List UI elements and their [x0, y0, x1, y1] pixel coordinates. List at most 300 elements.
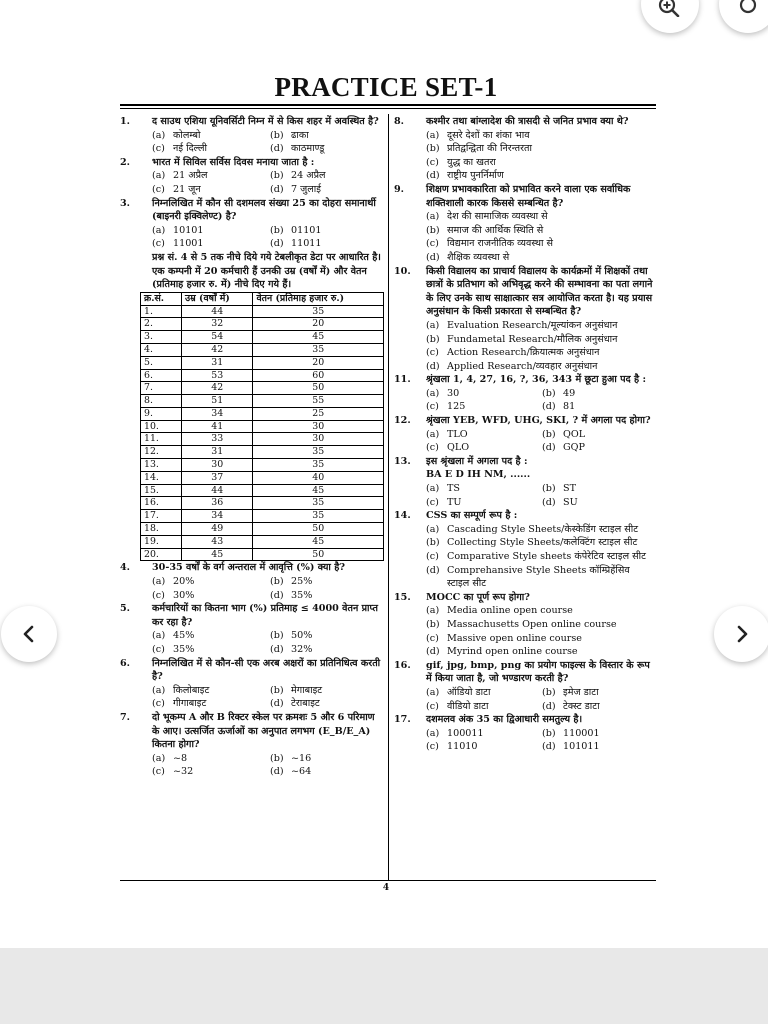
question-text: श्रृंखला 1, 4, 27, 16, ?, 36, 343 में छूटा हुआ पद है : — [426, 374, 647, 386]
option-text: 20% — [173, 576, 195, 588]
option — [426, 333, 654, 347]
option — [152, 142, 266, 156]
question-number: 5. — [120, 603, 131, 615]
question-block — [120, 156, 384, 197]
question-text: निम्नलिखित में से कौन-सी एक अरब अक्षरों का प्रतिनिधित्व करती है? — [152, 657, 381, 683]
option-text: 32% — [291, 644, 313, 656]
options — [394, 727, 654, 754]
option — [270, 629, 384, 643]
question-block — [394, 455, 654, 509]
table-cell: 31 — [182, 446, 253, 459]
toolbar-button[interactable] — [719, 0, 768, 33]
option-letter: (c) — [426, 632, 439, 644]
question-text: 30-35 वर्षों के वर्ग अन्तराल में आवृत्ति (%) क्या है? — [152, 562, 345, 574]
option-letter: (c) — [426, 551, 439, 562]
option — [270, 183, 384, 197]
option-text: Evaluation Research/मूल्यांकन अनुसंधान — [447, 319, 618, 331]
option-letter: (a) — [152, 129, 166, 141]
table-cell: 9. — [141, 407, 182, 420]
table-cell: 12. — [141, 446, 182, 459]
option-text: गीगाबाइट — [173, 698, 207, 710]
left-column — [120, 115, 384, 779]
table-cell: 20. — [141, 548, 182, 561]
option-text: TLO — [447, 428, 468, 440]
option-letter: (a) — [426, 483, 440, 495]
option — [542, 700, 654, 714]
question-number: 6. — [120, 657, 131, 669]
option-letter: (c) — [426, 700, 439, 712]
option-text: कोलम्बो — [173, 129, 201, 141]
option-text: दूसरे देशों का शंका भाव — [447, 129, 530, 141]
option-letter: (b) — [426, 537, 440, 549]
option-letter: (b) — [270, 129, 284, 141]
circle-icon — [736, 0, 760, 16]
option-text: 24 अप्रैल — [291, 170, 326, 182]
option-letter: (a) — [426, 387, 440, 399]
options — [394, 482, 654, 509]
option-letter: (d) — [426, 251, 440, 263]
option-text: किलोबाइट — [173, 684, 210, 696]
option — [426, 618, 654, 632]
table-cell: 25 — [253, 407, 384, 420]
table-cell: 33 — [182, 433, 253, 446]
option — [152, 237, 266, 251]
page-number: 4 — [382, 883, 390, 893]
table-cell: 50 — [253, 382, 384, 395]
option — [426, 156, 654, 170]
option — [542, 441, 654, 455]
option-text: QOL — [563, 428, 586, 440]
option-letter: (d) — [270, 644, 284, 656]
option-text: विद्यमान राजनीतिक व्यवस्था से — [447, 238, 554, 250]
option — [426, 536, 654, 550]
table-row — [141, 369, 384, 382]
option-text: ~64 — [291, 766, 312, 778]
table-row — [141, 305, 384, 318]
table-cell: 18. — [141, 523, 182, 536]
table-cell: 20 — [253, 356, 384, 369]
table-row — [141, 459, 384, 472]
table-cell: 6. — [141, 369, 182, 382]
question-block — [120, 602, 384, 656]
table-cell: 45 — [253, 535, 384, 548]
table-cell: 41 — [182, 420, 253, 433]
option — [426, 142, 654, 156]
option — [270, 765, 384, 779]
option-text: इमेज डाटा — [563, 686, 599, 698]
option-text: मेगाबाइट — [291, 684, 323, 696]
option-letter: (a) — [152, 630, 166, 642]
option-text: Media online open course — [447, 605, 573, 617]
table-cell: 35 — [253, 305, 384, 318]
table-cell: 3. — [141, 331, 182, 344]
zoom-in-button[interactable] — [641, 0, 699, 33]
table-row — [141, 356, 384, 369]
table-cell: 7. — [141, 382, 182, 395]
table-cell: 49 — [182, 523, 253, 536]
table-cell: 44 — [182, 484, 253, 497]
option-text: नई दिल्ली — [173, 143, 207, 155]
option-text: QLO — [447, 442, 470, 454]
question-number: 2. — [120, 156, 131, 168]
option-letter: (d) — [270, 183, 284, 195]
option-letter: (b) — [542, 483, 556, 495]
table-cell: 35 — [253, 510, 384, 523]
option-text: 30% — [173, 589, 195, 601]
table-header-cell: उम्र (वर्षों में) — [182, 292, 253, 305]
option-letter: (d) — [270, 589, 284, 601]
option-text: ~8 — [173, 752, 188, 764]
table-row — [141, 535, 384, 548]
option — [152, 643, 266, 657]
option-letter: (c) — [426, 156, 439, 168]
option-text: SU — [563, 496, 578, 508]
table-cell: 1. — [141, 305, 182, 318]
question-number: 17. — [394, 714, 411, 726]
option-letter: (c) — [152, 238, 165, 250]
question-block — [394, 115, 654, 183]
option-text: Fundametal Research/मौलिक अनुसंधान — [447, 333, 618, 345]
option-text: टेक्स्ट डाटा — [563, 700, 600, 712]
option — [426, 360, 654, 374]
option-text: टेराबाइट — [291, 698, 320, 710]
option — [426, 387, 538, 401]
table-cell: 20 — [253, 318, 384, 331]
table-header-cell: क्र.सं. — [141, 292, 182, 305]
table-cell: 4. — [141, 343, 182, 356]
question-number: 13. — [394, 455, 411, 467]
option — [542, 482, 654, 496]
table-cell: 13. — [141, 459, 182, 472]
table-cell: 43 — [182, 535, 253, 548]
option — [152, 684, 266, 698]
table-cell: 14. — [141, 471, 182, 484]
option-text: 11010 — [447, 741, 478, 753]
options — [394, 387, 654, 414]
table-row — [141, 407, 384, 420]
options — [394, 210, 654, 264]
table-cell: 35 — [253, 446, 384, 459]
employee-data-table — [140, 292, 384, 562]
question — [120, 197, 384, 224]
question-number: 16. — [394, 659, 411, 671]
option — [270, 169, 384, 183]
table-cell: 11. — [141, 433, 182, 446]
option — [426, 346, 654, 360]
table-cell: 34 — [182, 510, 253, 523]
options — [120, 224, 384, 251]
option — [426, 523, 654, 537]
question — [394, 265, 654, 319]
question — [394, 713, 654, 727]
table-cell: 36 — [182, 497, 253, 510]
table-cell: 55 — [253, 395, 384, 408]
question-number: 9. — [394, 183, 405, 195]
question-number: 12. — [394, 415, 411, 427]
option — [152, 589, 266, 603]
option-text: 30 — [447, 387, 460, 399]
table-cell: 51 — [182, 395, 253, 408]
option-text: देश की सामाजिक व्यवस्था से — [447, 211, 548, 223]
table-cell: 45 — [253, 484, 384, 497]
option-text: 50% — [291, 630, 313, 642]
option-text: 25% — [291, 576, 313, 588]
options — [394, 428, 654, 455]
question-text: दशमलव अंक 35 का द्विआधारी समतुल्य है। — [426, 714, 583, 726]
table-intro: प्रश्न सं. 4 से 5 तक नीचे दिये गये टेबलीकृत डेटा पर आधारित है। एक कम्पनी में 20 कर्मचारी हैं उनकी उम्र (वर्षों में) और वेतन (प्रतिमाह हजार रु. में) नीचे दिए गये हैं। — [152, 251, 381, 291]
table-cell: 53 — [182, 369, 253, 382]
option-letter: (d) — [542, 496, 556, 508]
question-block — [120, 711, 384, 779]
option — [152, 697, 266, 711]
option-letter: (c) — [152, 766, 165, 778]
option-text: ST — [563, 483, 576, 495]
option-text: 01101 — [291, 224, 322, 236]
option — [426, 740, 538, 754]
table-cell: 50 — [253, 548, 384, 561]
table-cell: 2. — [141, 318, 182, 331]
option-letter: (b) — [542, 727, 556, 739]
question-text: श्रृंखला YEB, WFD, UHG, SKI, ? में अगला पद होगा? — [426, 415, 651, 427]
option — [270, 697, 384, 711]
options — [120, 684, 384, 711]
table-row — [141, 331, 384, 344]
option — [152, 129, 266, 143]
option — [542, 428, 654, 442]
question — [394, 509, 654, 523]
option-letter: (a) — [426, 686, 440, 698]
table-cell: 42 — [182, 382, 253, 395]
option-letter: (b) — [426, 143, 440, 155]
options — [120, 129, 384, 156]
table-row — [141, 523, 384, 536]
option-letter: (d) — [270, 766, 284, 778]
option-text: 21 अप्रैल — [173, 170, 208, 182]
option-text: Myrind open online course — [447, 646, 578, 658]
question-number: 11. — [394, 374, 411, 386]
table-cell: 19. — [141, 535, 182, 548]
option-letter: (c) — [426, 496, 439, 508]
option — [426, 319, 654, 333]
option — [542, 727, 654, 741]
option-text: Massachusetts Open online course — [447, 618, 617, 630]
option-letter: (a) — [426, 129, 440, 141]
option — [426, 441, 538, 455]
table-cell: 30 — [253, 433, 384, 446]
option — [152, 765, 266, 779]
option-letter: (b) — [426, 618, 440, 630]
option — [426, 169, 654, 183]
previous-page-button[interactable] — [1, 606, 57, 662]
question — [120, 657, 384, 684]
table-cell: 50 — [253, 523, 384, 536]
question-block — [120, 657, 384, 711]
option-text: 11001 — [173, 238, 204, 250]
option — [426, 251, 654, 265]
option — [542, 740, 654, 754]
option-letter: (a) — [152, 170, 166, 182]
question — [394, 659, 654, 686]
question-number: 10. — [394, 265, 411, 277]
option-text: समाज की आर्थिक स्थिति से — [447, 224, 544, 236]
question-number: 4. — [120, 562, 131, 574]
option-letter: (a) — [426, 727, 440, 739]
option — [270, 129, 384, 143]
option-letter: (a) — [152, 576, 166, 588]
option-text: ढाका — [291, 129, 309, 141]
option-letter: (b) — [270, 576, 284, 588]
question — [120, 711, 384, 752]
question — [394, 455, 654, 469]
chevron-left-icon — [19, 624, 39, 644]
table-cell: 45 — [253, 331, 384, 344]
table-row — [141, 382, 384, 395]
table-cell: 35 — [253, 343, 384, 356]
table-row — [141, 497, 384, 510]
option-text: 125 — [447, 401, 466, 413]
viewer-footer-band — [0, 948, 768, 1024]
question — [394, 414, 654, 428]
question — [394, 115, 654, 129]
option-text: ~32 — [173, 766, 194, 778]
question-text: कश्मीर तथा बांग्लादेश की त्रासदी से जनित प्रभाव क्या थे? — [426, 116, 629, 127]
question-text: कर्मचारियों का कितना भाग (%) प्रतिमाह ≤ 4000 वेतन प्राप्त कर रहा है? — [152, 603, 378, 628]
options — [394, 686, 654, 713]
page-title: PRACTICE SET-1 — [274, 72, 498, 102]
option-letter: (d) — [426, 360, 440, 372]
option-letter: (c) — [426, 401, 439, 413]
option-letter: (a) — [426, 211, 440, 223]
option — [426, 224, 654, 238]
option-letter: (d) — [270, 143, 284, 155]
option-text: शैक्षिक व्यवस्था से — [447, 251, 510, 263]
option-text: 35% — [173, 644, 195, 656]
option-letter: (b) — [426, 333, 440, 345]
options — [394, 604, 654, 658]
chevron-right-icon — [732, 624, 752, 644]
option — [270, 684, 384, 698]
question-text: CSS का सम्पूर्ण रूप है : — [426, 510, 518, 522]
option — [270, 224, 384, 238]
option-letter: (a) — [426, 319, 440, 331]
option — [426, 237, 654, 251]
option-letter: (d) — [426, 564, 440, 576]
option-letter: (b) — [270, 630, 284, 642]
question-block — [394, 659, 654, 713]
option — [542, 387, 654, 401]
option-letter: (b) — [542, 428, 556, 440]
question-number: 3. — [120, 197, 131, 209]
option-text: TU — [447, 496, 462, 508]
option — [270, 752, 384, 766]
zoom-in-icon — [657, 0, 683, 17]
option-letter: (d) — [426, 646, 440, 658]
option-letter: (c) — [152, 143, 165, 155]
document-page — [112, 60, 660, 893]
table-row — [141, 318, 384, 331]
next-page-button[interactable] — [714, 606, 768, 662]
option-text: प्रतिद्वन्द्विता की निरन्तरता — [447, 143, 533, 155]
option-letter: (d) — [270, 238, 284, 250]
options — [394, 319, 654, 373]
option-text: 45% — [173, 630, 195, 642]
bottom-rule — [120, 880, 656, 881]
options — [120, 575, 384, 602]
table-row — [141, 433, 384, 446]
right-column — [394, 115, 654, 754]
question — [120, 602, 384, 629]
column-divider — [388, 114, 389, 880]
question — [394, 591, 654, 605]
option-letter: (c) — [152, 183, 165, 195]
question-subtext: BA E D IH NM, ...... — [426, 469, 531, 481]
option — [270, 237, 384, 251]
option-letter: (c) — [426, 347, 439, 359]
option-text: Collecting Style Sheets/कलेक्टिंग स्टाइल सीट — [447, 537, 638, 549]
option-text: काठमाण्डू — [291, 143, 325, 155]
question-text: निम्नलिखित में कौन सी दशमलव संख्या 25 का दोहरा समानार्थी (बाइनरी इक्विलेण्ट) है? — [152, 197, 376, 223]
option — [426, 428, 538, 442]
table-row — [141, 446, 384, 459]
option-letter: (a) — [152, 224, 166, 236]
table-cell: 32 — [182, 318, 253, 331]
question-text: किसी विद्यालय का प्राचार्य विद्यालय के कार्यक्रमों में शिक्षकों तथा छात्रों के प्रतिभाग को अभिवृद्ध करने की सम्भावना का पता लगाने के लिए उनके साथ साक्षात्कार सत्र आयोजित करता है। यह प्रयास अनुसंधान के किसी प्रकारता से सम्बन्धित है? — [426, 265, 653, 318]
table-cell: 60 — [253, 369, 384, 382]
question-text: दो भूकम्प A और B रिक्टर स्केल पर क्रमशः 5 और 6 परिमाण के आए। उत्सर्जित ऊर्जाओं का अनुपात लगभग (E_B/E_A) कितना होगा? — [152, 711, 375, 751]
question-text: द साउथ एशिया यूनिवर्सिटी निम्न में से किस शहर में अवस्थित है? — [152, 116, 379, 127]
option — [270, 643, 384, 657]
option-text: ~16 — [291, 752, 312, 764]
option — [426, 686, 538, 700]
option-letter: (d) — [270, 698, 284, 710]
table-cell: 37 — [182, 471, 253, 484]
option — [270, 575, 384, 589]
question-number: 15. — [394, 591, 411, 603]
option-text: 49 — [563, 387, 576, 399]
table-cell: 45 — [182, 548, 253, 561]
option-letter: (c) — [152, 644, 165, 656]
question-block — [394, 509, 654, 591]
option-letter: (a) — [426, 605, 440, 617]
option-letter: (c) — [426, 238, 439, 250]
question-text: शिक्षण प्रभावकारिता को प्रभावित करने वाला एक सर्वाधिक शक्तिशाली कारक किससे सम्बन्धित है? — [426, 183, 631, 209]
table-cell: 40 — [253, 471, 384, 484]
question-block — [120, 197, 384, 251]
table-cell: 8. — [141, 395, 182, 408]
option — [542, 496, 654, 510]
table-row — [141, 343, 384, 356]
table-cell: 16. — [141, 497, 182, 510]
table-row — [141, 395, 384, 408]
option-text: GQP — [563, 442, 585, 454]
option — [426, 400, 538, 414]
options — [120, 629, 384, 656]
question-block — [394, 183, 654, 265]
option-text: 101011 — [563, 741, 600, 753]
question — [394, 373, 654, 387]
question — [120, 115, 384, 129]
option — [426, 129, 654, 143]
question-number: 1. — [120, 116, 131, 127]
table-cell: 31 — [182, 356, 253, 369]
question-number: 7. — [120, 711, 131, 723]
table-cell: 44 — [182, 305, 253, 318]
option — [270, 142, 384, 156]
option-text: Applied Research/व्यवहार अनुसंधान — [447, 360, 598, 372]
table-row — [141, 471, 384, 484]
option — [426, 496, 538, 510]
option-text: Comparative Style sheets कंपेरेटिव स्टाइल सीट — [447, 551, 646, 562]
